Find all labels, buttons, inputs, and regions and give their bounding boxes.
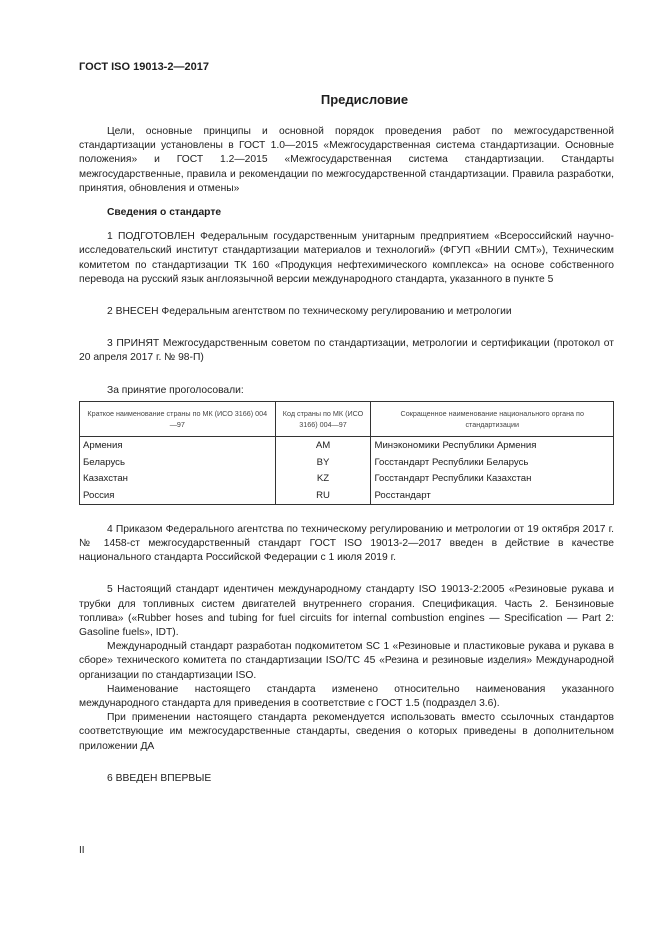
page-title: Предисловие [320,92,409,107]
country-code-cell: BY [275,454,371,471]
item-3-paragraph: 3 ПРИНЯТ Межгосударственным советом по стандартизации, метрологии и сертификации (протокол от 20 апреля 2017 г. № 98-П) [79,338,614,364]
national-body-cell: Госстандарт Республики Казахстан [371,471,614,488]
item-2-paragraph: 2 ВНЕСЕН Федеральным агентством по техническому регулированию и метрологии [107,306,512,318]
table-header-cell: Код страны по МК (ИСО 3166) 004—97 [275,401,371,436]
table-row [80,487,614,504]
table-header-row [80,401,614,436]
document-identifier: ГОСТ ISO 19013-2—2017 [79,61,209,73]
country-code-cell: AM [275,436,371,454]
table-row [80,454,614,471]
national-body-cell: Росстандарт [371,487,614,504]
item-5-paragraph: 5 Настоящий стандарт идентичен международному стандарту ISO 19013-2:2005 «Резиновые рукава и трубки для топливных систем двигателей внутреннего сгорания. Спецификация. Часть 2. Бензиновые топлива» («Rubber hoses and tubing for fuel circuits for internal combustion engines — Specification — Part 2: Gasoline fuels», IDT). [79,584,614,639]
table-row [80,436,614,454]
voting-table [79,401,614,505]
country-name-cell: Россия [80,487,276,504]
item-5-title-change-paragraph: Наименование настоящего стандарта изменено относительно наименования указанного международного стандарта для приведения в соответствие с ГОСТ 1.5 (подраздел 3.6). [79,683,614,710]
item-1-paragraph: 1 ПОДГОТОВЛЕН Федеральным государственным унитарным предприятием «Всероссийский научно-исследовательский институт стандартизации материалов и технологий» (ФГУП «ВНИИ СМТ»), Техническим комитетом по стандартизации ТК 160 «Продукция нефтехимического комплекса» на основе собственного перевода на русский язык англоязычной версии международного стандарта, указанного в пункте 5 [79,231,614,285]
item-5-references-paragraph: При применении настоящего стандарта рекомендуется использовать вместо ссылочных стандартов соответствующие им межгосударственные стандарты, сведения о которых приведены в дополнительном приложении ДА [79,712,614,752]
table-row [80,471,614,488]
item-5-origin-paragraph: Международный стандарт разработан подкомитетом SC 1 «Резиновые и пластиковые рукава и рукава в сборе» технического комитета по стандартизации ISO/TC 45 «Резина и резиновые изделия» Международной организации по стандартизации ISO. [79,641,614,681]
item-4-paragraph: 4 Приказом Федерального агентства по техническому регулированию и метрологии от 19 октября 2017 г. № 1458-ст межгосударственный стандарт ГОСТ ISO 19013-2—2017 введен в действие в качестве национального стандарта Российской Федерации с 1 июля 2019 г. [79,523,614,564]
country-code-cell: KZ [275,471,371,488]
country-code-cell: RU [275,487,371,504]
foreword-body [79,125,614,786]
country-name-cell: Беларусь [80,454,276,471]
country-name-cell: Армения [80,436,276,454]
table-header-cell: Краткое наименование страны по МК (ИСО 3166) 004—97 [80,401,276,436]
page-number: II [79,845,85,856]
item-6-paragraph: 6 ВВЕДЕН ВПЕРВЫЕ [107,772,212,784]
country-name-cell: Казахстан [80,471,276,488]
table-header-cell: Сокращенное наименование национального органа по стандартизации [371,401,614,436]
national-body-cell: Госстандарт Республики Беларусь [371,454,614,471]
national-body-cell: Минэкономики Республики Армения [371,436,614,454]
intro-paragraph: Цели, основные принципы и основной порядок проведения работ по межгосударственной стандартизации установлены в ГОСТ 1.0—2015 «Межгосударственная система стандартизации. Основные положения» и ГОСТ 1.2—2015 «Межгосударственная система стандартизации. Стандарты межгосударственные, правила и рекомендации по межгосударственной стандартизации. Правила разработки, принятия, обновления и отмены» [79,126,614,194]
vote-intro: За принятие проголосовали: [107,384,244,396]
section-heading: Сведения о стандарте [107,207,222,219]
